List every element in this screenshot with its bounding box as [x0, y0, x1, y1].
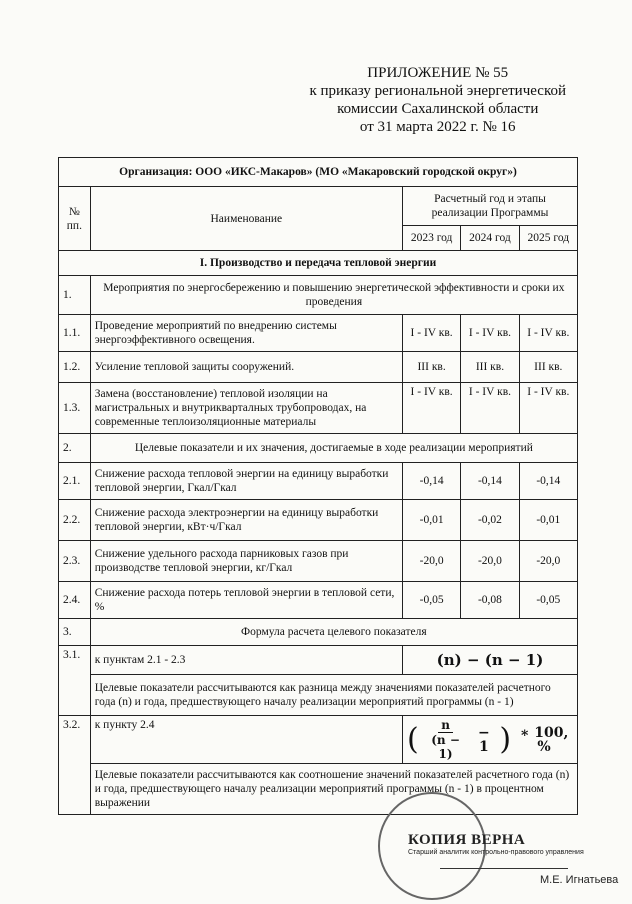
table-row: 3.2. к пункту 2.4 ( n (n − 1) − 1 ) ∗ 100, % — [59, 716, 578, 764]
table-row: 1.1. Проведение мероприятий по внедрению системы энергоэффективного освещения. I - IV кв. I - IV кв. I - IV кв. — [59, 315, 578, 352]
table-row — [59, 764, 578, 815]
appendix-title: ПРИЛОЖЕНИЕ № 55 — [367, 65, 509, 81]
formula-description: Целевые показатели рассчитываются как разница между значениями показателей расчетного года (n) и года, предшествующего началу реализации мероприятий программы (n - 1) — [90, 675, 577, 716]
commission-line: комиссии Сахалинской области — [337, 101, 539, 117]
section-title: Мероприятия по энергосбережению и повышению энергетической эффективности и сроки их проведения — [90, 276, 577, 315]
col-years-group-header: Расчетный год и этапы реализации Программы — [402, 187, 577, 226]
table-row: 1. Мероприятия по энергосбережению и повышению энергетической эффективности и сроки их проведения — [59, 276, 578, 315]
signature-line — [440, 868, 568, 869]
order-line: к приказу региональной энергетической — [309, 83, 566, 99]
table-row: 2.1. Снижение расхода тепловой энергии на единицу выработки тепловой энергии, Гкал/Гкал -0,14 -0,14 -0,14 — [59, 463, 578, 500]
table-row — [59, 675, 578, 716]
organization-row: Организация: ООО «ИКС-Макаров» (МО «Макаровский городской округ») — [59, 158, 578, 187]
section-title: Целевые показатели и их значения, достигаемые в ходе реализации мероприятий — [90, 434, 577, 463]
formula-difference: (n) − (n − 1) — [402, 646, 577, 675]
copy-certified-stamp: КОПИЯ ВЕРНА — [408, 832, 526, 848]
table-row: 3.1. к пунктам 2.1 - 2.3 (n) − (n − 1) — [59, 646, 578, 675]
col-name-header: Наименование — [90, 187, 402, 251]
section-title: Формула расчета целевого показателя — [90, 619, 577, 646]
date-line: от 31 марта 2022 г. № 16 — [359, 119, 516, 135]
table-row: 1.3. Замена (восстановление) тепловой изоляции на магистральных и внутрикварталных трубопроводах, на современные теплоизоляционные материалы I - IV кв. I - IV кв. I - IV кв. — [59, 383, 578, 434]
formula-ratio: ( n (n − 1) − 1 ) ∗ 100, % — [402, 716, 577, 764]
table-row: 2. Целевые показатели и их значения, достигаемые в ходе реализации мероприятий — [59, 434, 578, 463]
signer-name: М.Е. Игнатьева — [540, 874, 619, 886]
document-header — [309, 64, 566, 136]
table-row: 2.4. Снижение расхода потерь тепловой энергии в тепловой сети, % -0,05 -0,08 -0,05 — [59, 582, 578, 619]
col-num-header: № пп. — [59, 187, 91, 251]
table-row: 3. Формула расчета целевого показателя — [59, 619, 578, 646]
section-1-heading: I. Производство и передача тепловой энергии — [59, 251, 578, 276]
formula-description: Целевые показатели рассчитываются как соотношение значений показателей расчетного года (n) и года, предшествующего началу реализации мероприятий программы (n - 1) в процентном выражении — [90, 764, 577, 815]
program-table — [58, 157, 578, 815]
year-2024-header: 2024 год — [461, 226, 519, 251]
table-row: 2.3. Снижение удельного расхода парниковых газов при производстве тепловой энергии, кг/Гкал -20,0 -20,0 -20,0 — [59, 541, 578, 582]
table-row: 2.2. Снижение расхода электроэнергии на единицу выработки тепловой энергии, кВт·ч/Гкал -0,01 -0,02 -0,01 — [59, 500, 578, 541]
year-2023-header: 2023 год — [402, 226, 460, 251]
year-2025-header: 2025 год — [519, 226, 577, 251]
table-row: 1.2. Усиление тепловой защиты сооружений. III кв. III кв. III кв. — [59, 352, 578, 383]
signer-role: Старший аналитик контрольно-правового управления — [408, 849, 584, 856]
